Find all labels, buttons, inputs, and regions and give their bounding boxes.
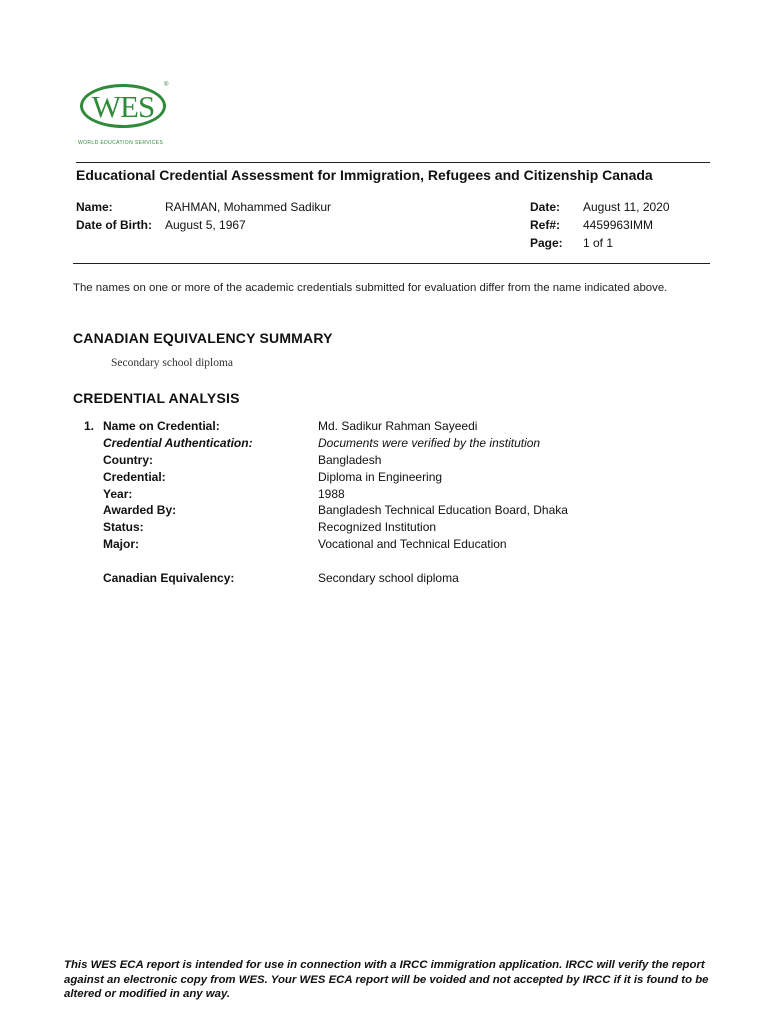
equivalency-value: Secondary school diploma xyxy=(318,571,459,585)
credential-field-label: Credential Authentication: xyxy=(103,436,253,450)
credential-field-value: 1988 xyxy=(318,487,345,501)
credential-field-label: Major: xyxy=(103,537,139,551)
credential-field-label: Awarded By: xyxy=(103,503,177,517)
name-discrepancy-notice: The names on one or more of the academic credentials submitted for evaluation differ from the name indicated above. xyxy=(73,282,668,294)
logo-oval xyxy=(80,82,169,128)
credential-field-value: Bangladesh xyxy=(318,453,382,467)
page-label: Page: xyxy=(530,236,563,250)
name-label: Name: xyxy=(76,200,113,214)
dob-value: August 5, 1967 xyxy=(165,218,246,232)
credential-field-value: Md. Sadikur Rahman Sayeedi xyxy=(318,419,478,433)
credential-row xyxy=(84,503,644,520)
credential-field-label: Status: xyxy=(103,520,144,534)
ref-label: Ref#: xyxy=(530,218,561,232)
credential-field-value: Documents were verified by the institution xyxy=(318,436,541,450)
ref-value: 4459963IMM xyxy=(583,218,654,232)
credential-number: 1. xyxy=(84,419,95,433)
dob-label: Date of Birth: xyxy=(76,218,152,232)
date-value: August 11, 2020 xyxy=(583,200,670,214)
credential-row xyxy=(84,470,644,487)
canadian-equivalency-row xyxy=(84,571,644,588)
credential-field-label: Country: xyxy=(103,453,153,467)
credential-field-value: Diploma in Engineering xyxy=(318,470,443,484)
logo-registered-mark: ® xyxy=(164,82,169,88)
logo-subtitle: WORLD EDUCATION SERVICES xyxy=(78,140,164,146)
footer-disclaimer: This WES ECA report is intended for use in connection with a IRCC immigration application. IRCC will verify the report against an electronic copy from WES. Your WES ECA report will be voided and not accepted by IRCC if it is found to be altered or modified in any way. xyxy=(64,959,709,1000)
wes-logo xyxy=(76,80,172,150)
credential-row xyxy=(84,537,644,554)
page-value: 1 of 1 xyxy=(583,236,614,250)
credential-field-value: Vocational and Technical Education xyxy=(318,537,507,551)
date-label: Date: xyxy=(530,200,561,214)
credential-row xyxy=(84,436,644,453)
credential-row xyxy=(84,520,644,537)
credential-field-value: Recognized Institution xyxy=(318,520,437,534)
credential-row xyxy=(84,487,644,504)
name-value: RAHMAN, Mohammed Sadikur xyxy=(165,200,332,214)
header-top-rule xyxy=(76,162,710,163)
summary-heading: CANADIAN EQUIVALENCY SUMMARY xyxy=(73,330,333,346)
credential-row xyxy=(84,419,644,436)
credential-row xyxy=(84,453,644,470)
equivalency-label: Canadian Equivalency: xyxy=(103,571,235,585)
credential-field-label: Name on Credential: xyxy=(103,419,220,433)
credential-field-label: Credential: xyxy=(103,470,166,484)
credential-field-value: Bangladesh Technical Education Board, Dhaka xyxy=(318,503,568,517)
credential-field-label: Year: xyxy=(103,487,133,501)
summary-item: Secondary school diploma xyxy=(111,357,234,369)
analysis-heading: CREDENTIAL ANALYSIS xyxy=(73,390,240,406)
logo-text: WES xyxy=(91,88,155,124)
header-bottom-rule xyxy=(73,263,710,264)
document-title: Educational Credential Assessment for Immigration, Refugees and Citizenship Canada xyxy=(76,167,653,183)
